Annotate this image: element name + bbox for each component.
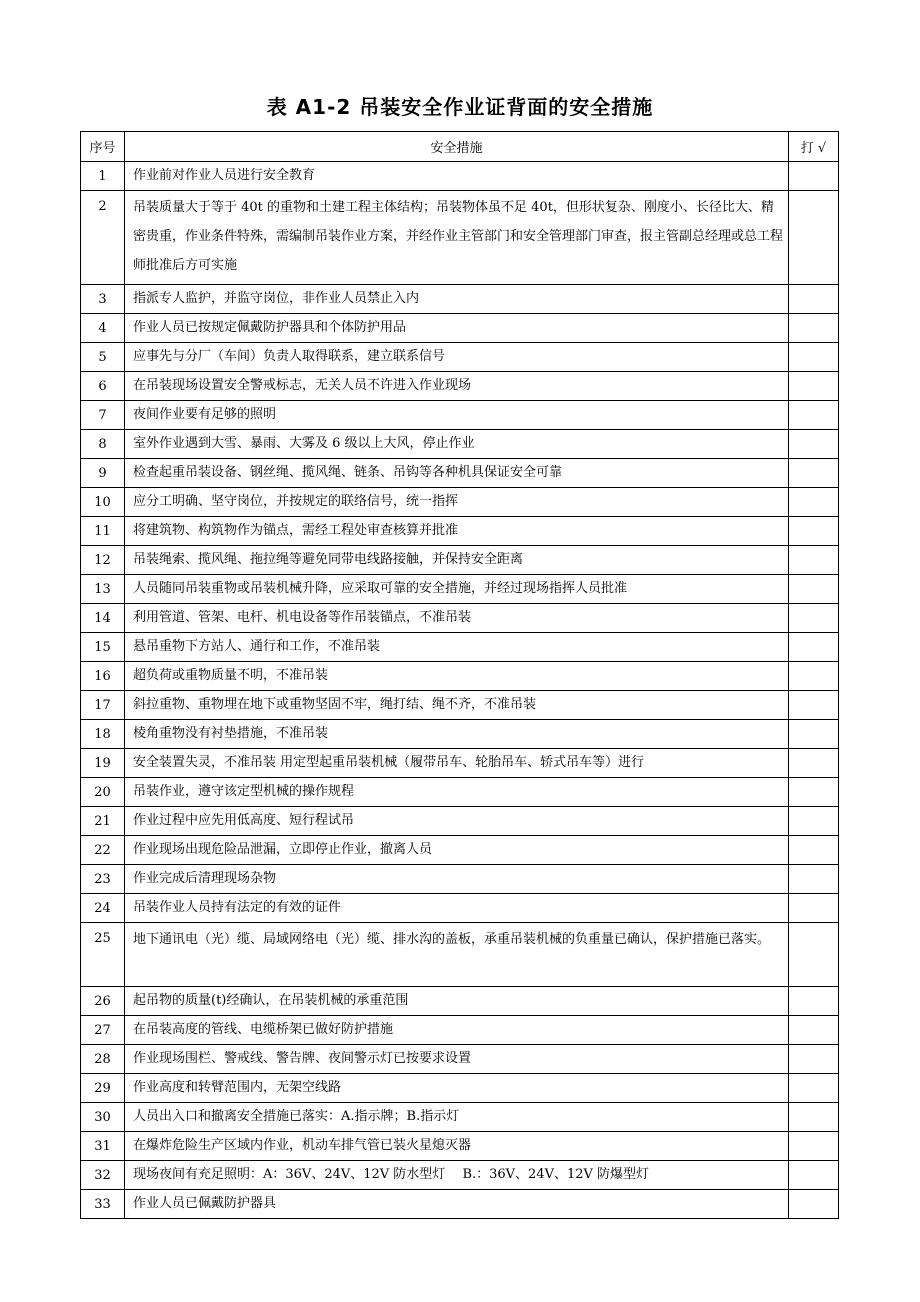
table-row xyxy=(81,865,839,894)
measure-text: 在爆炸危险生产区域内作业，机动车排气管已装火星熄灭器 xyxy=(125,1132,789,1161)
check-cell[interactable] xyxy=(789,314,839,343)
table-row xyxy=(81,162,839,191)
row-number: 26 xyxy=(81,987,125,1016)
table-row xyxy=(81,604,839,633)
row-number: 31 xyxy=(81,1132,125,1161)
measure-text: 人员随同吊装重物或吊装机械升降，应采取可靠的安全措施，并经过现场指挥人员批准 xyxy=(125,575,789,604)
table-row xyxy=(81,459,839,488)
table-row xyxy=(81,894,839,923)
measure-text: 应事先与分厂（车间）负责人取得联系，建立联系信号 xyxy=(125,343,789,372)
check-cell[interactable] xyxy=(789,517,839,546)
measure-text: 指派专人监护，并监守岗位，非作业人员禁止入内 xyxy=(125,285,789,314)
check-cell[interactable] xyxy=(789,191,839,285)
row-number: 22 xyxy=(81,836,125,865)
row-number: 24 xyxy=(81,894,125,923)
measure-text: 作业过程中应先用低高度、短行程试吊 xyxy=(125,807,789,836)
measure-text: 吊装作业，遵守该定型机械的操作规程 xyxy=(125,778,789,807)
table-row xyxy=(81,575,839,604)
check-cell[interactable] xyxy=(789,1190,839,1219)
row-number: 29 xyxy=(81,1074,125,1103)
row-number: 18 xyxy=(81,720,125,749)
row-number: 1 xyxy=(81,162,125,191)
measure-text: 在吊装现场设置安全警戒标志，无关人员不许进入作业现场 xyxy=(125,372,789,401)
table-row xyxy=(81,1132,839,1161)
check-cell[interactable] xyxy=(789,749,839,778)
check-cell[interactable] xyxy=(789,778,839,807)
table-row xyxy=(81,720,839,749)
row-number: 16 xyxy=(81,662,125,691)
check-cell[interactable] xyxy=(789,1103,839,1132)
table-row xyxy=(81,488,839,517)
measure-text: 人员出入口和撤离安全措施已落实：A.指示牌；B.指示灯 xyxy=(125,1103,789,1132)
header-measure: 安全措施 xyxy=(125,132,789,162)
table-row xyxy=(81,1045,839,1074)
row-number: 33 xyxy=(81,1190,125,1219)
measure-text: 在吊装高度的管线、电缆桥架已做好防护措施 xyxy=(125,1016,789,1045)
table-row xyxy=(81,191,839,285)
check-cell[interactable] xyxy=(789,162,839,191)
check-cell[interactable] xyxy=(789,1132,839,1161)
measure-text: 夜间作业要有足够的照明 xyxy=(125,401,789,430)
table-row xyxy=(81,691,839,720)
check-cell[interactable] xyxy=(789,894,839,923)
check-cell[interactable] xyxy=(789,836,839,865)
table-row xyxy=(81,546,839,575)
check-cell[interactable] xyxy=(789,923,839,987)
row-number: 14 xyxy=(81,604,125,633)
table-row xyxy=(81,314,839,343)
check-cell[interactable] xyxy=(789,575,839,604)
row-number: 7 xyxy=(81,401,125,430)
table-row xyxy=(81,923,839,987)
check-cell[interactable] xyxy=(789,633,839,662)
check-cell[interactable] xyxy=(789,430,839,459)
check-cell[interactable] xyxy=(789,720,839,749)
table-row xyxy=(81,807,839,836)
header-no: 序号 xyxy=(81,132,125,162)
check-cell[interactable] xyxy=(789,1016,839,1045)
measure-text: 安全装置失灵，不准吊装 用定型起重吊装机械（履带吊车、轮胎吊车、轿式吊车等）进行 xyxy=(125,749,789,778)
measure-text: 悬吊重物下方站人、通行和工作，不准吊装 xyxy=(125,633,789,662)
check-cell[interactable] xyxy=(789,691,839,720)
row-number: 20 xyxy=(81,778,125,807)
check-cell[interactable] xyxy=(789,807,839,836)
row-number: 30 xyxy=(81,1103,125,1132)
table-header-row xyxy=(81,132,839,162)
row-number: 10 xyxy=(81,488,125,517)
measure-text: 作业完成后清理现场杂物 xyxy=(125,865,789,894)
table-row xyxy=(81,430,839,459)
table-row xyxy=(81,343,839,372)
row-number: 25 xyxy=(81,923,125,987)
measure-text: 吊装质量大于等于 40t 的重物和土建工程主体结构；吊装物体虽不足 40t，但形状复杂、刚度小、长径比大、精密贵重，作业条件特殊，需编制吊装作业方案，并经作业主管部门和安全管理部门审查，报主管副总经理或总工程师批准后方可实施 xyxy=(125,191,789,285)
row-number: 15 xyxy=(81,633,125,662)
measure-text: 检查起重吊装设备、钢丝绳、揽风绳、链条、吊钩等各种机具保证安全可靠 xyxy=(125,459,789,488)
measure-text: 作业人员已佩戴防护器具 xyxy=(125,1190,789,1219)
row-number: 28 xyxy=(81,1045,125,1074)
header-check: 打 √ xyxy=(789,132,839,162)
measure-text: 将建筑物、构筑物作为锚点，需经工程处审查核算并批准 xyxy=(125,517,789,546)
row-number: 17 xyxy=(81,691,125,720)
row-number: 12 xyxy=(81,546,125,575)
measure-text: 现场夜间有充足照明：A：36V、24V、12V 防水型灯 B.：36V、24V、12V 防爆型灯 xyxy=(125,1161,789,1190)
row-number: 3 xyxy=(81,285,125,314)
table-row xyxy=(81,1103,839,1132)
table-row xyxy=(81,1016,839,1045)
page-title: 表 A1-2 吊装安全作业证背面的安全措施 xyxy=(266,95,654,119)
row-number: 8 xyxy=(81,430,125,459)
measure-text: 超负荷或重物质量不明，不准吊装 xyxy=(125,662,789,691)
check-cell[interactable] xyxy=(789,987,839,1016)
check-cell[interactable] xyxy=(789,372,839,401)
check-cell[interactable] xyxy=(789,343,839,372)
row-number: 13 xyxy=(81,575,125,604)
measure-text: 斜拉重物、重物埋在地下或重物坚固不牢，绳打结、绳不齐，不准吊装 xyxy=(125,691,789,720)
measure-text: 吊装绳索、揽风绳、拖拉绳等避免同带电线路接触，并保持安全距离 xyxy=(125,546,789,575)
check-cell[interactable] xyxy=(789,662,839,691)
measure-text: 室外作业遇到大雪、暴雨、大雾及 6 级以上大风，停止作业 xyxy=(125,430,789,459)
measure-text: 棱角重物没有衬垫措施，不准吊装 xyxy=(125,720,789,749)
measure-text: 起吊物的质量(t)经确认，在吊装机械的承重范围 xyxy=(125,987,789,1016)
check-cell[interactable] xyxy=(789,488,839,517)
check-cell[interactable] xyxy=(789,401,839,430)
table-row xyxy=(81,285,839,314)
measure-text: 作业现场出现危险品泄漏，立即停止作业，撤离人员 xyxy=(125,836,789,865)
measure-text: 吊装作业人员持有法定的有效的证件 xyxy=(125,894,789,923)
row-number: 21 xyxy=(81,807,125,836)
check-cell[interactable] xyxy=(789,1161,839,1190)
measure-text: 作业人员已按规定佩戴防护器具和个体防护用品 xyxy=(125,314,789,343)
table-row xyxy=(81,372,839,401)
check-cell[interactable] xyxy=(789,1074,839,1103)
measure-text: 作业前对作业人员进行安全教育 xyxy=(125,162,789,191)
safety-measures-table xyxy=(80,131,839,1219)
measure-text: 应分工明确、坚守岗位，并按规定的联络信号，统一指挥 xyxy=(125,488,789,517)
table-row xyxy=(81,1161,839,1190)
table-row xyxy=(81,836,839,865)
row-number: 9 xyxy=(81,459,125,488)
table-row xyxy=(81,987,839,1016)
row-number: 11 xyxy=(81,517,125,546)
check-cell[interactable] xyxy=(789,604,839,633)
check-cell[interactable] xyxy=(789,865,839,894)
row-number: 27 xyxy=(81,1016,125,1045)
measure-text: 作业高度和转臂范围内，无架空线路 xyxy=(125,1074,789,1103)
check-cell[interactable] xyxy=(789,459,839,488)
measure-text: 作业现场围栏、警戒线、警告牌、夜间警示灯已按要求设置 xyxy=(125,1045,789,1074)
check-cell[interactable] xyxy=(789,546,839,575)
table-row xyxy=(81,662,839,691)
check-cell[interactable] xyxy=(789,285,839,314)
row-number: 2 xyxy=(81,191,125,285)
row-number: 19 xyxy=(81,749,125,778)
table-row xyxy=(81,749,839,778)
row-number: 6 xyxy=(81,372,125,401)
table-row xyxy=(81,401,839,430)
measure-text: 地下通讯电（光）缆、局域网络电（光）缆、排水沟的盖板，承重吊装机械的负重量已确认，保护措施已落实。 xyxy=(125,923,789,987)
row-number: 4 xyxy=(81,314,125,343)
table-row xyxy=(81,778,839,807)
row-number: 32 xyxy=(81,1161,125,1190)
table-row xyxy=(81,633,839,662)
row-number: 23 xyxy=(81,865,125,894)
measure-text: 利用管道、管架、电杆、机电设备等作吊装锚点，不准吊装 xyxy=(125,604,789,633)
table-row xyxy=(81,1074,839,1103)
row-number: 5 xyxy=(81,343,125,372)
check-cell[interactable] xyxy=(789,1045,839,1074)
table-row xyxy=(81,517,839,546)
table-row xyxy=(81,1190,839,1219)
